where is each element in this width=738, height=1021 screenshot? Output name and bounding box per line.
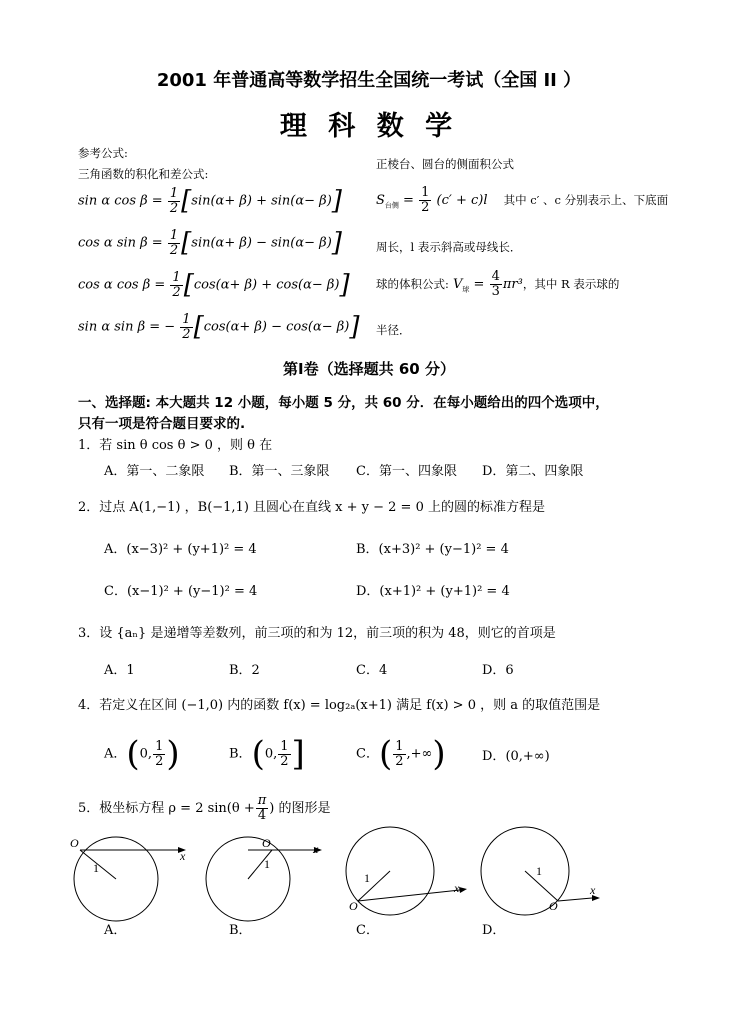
q1-option-a[interactable]: A．第一、二象限 — [104, 464, 205, 479]
formula-3: cos α cos β = $\frac{1}{2}$ [cos(α+ β) + cos(α− β)] — [78, 269, 350, 300]
q2-option-b[interactable]: B．(x+3)² + (y−1)² = 4 — [356, 542, 509, 557]
q4-option-d[interactable]: D．(0,+∞) — [482, 749, 550, 764]
fraction: $\frac{1}{2}$ — [169, 185, 179, 216]
fig-d-label-1: 1 — [536, 864, 542, 878]
frustum-note: 周长，l 表示斜高或母线长． — [376, 240, 522, 254]
fig-c-label-O: O — [349, 899, 358, 913]
q5-figure-a — [70, 836, 186, 921]
instructions-line-2: 只有一项是符合题目要求的. — [78, 416, 246, 432]
formula-2: cos α sin β = $\frac{1}{2}$ [sin(α+ β) − sin(α− β)] — [78, 227, 342, 258]
q4-option-a[interactable]: A．(0, $\frac{1}{2}$ ) — [104, 734, 180, 774]
question-2-stem: 2．过点 A(1,−1) ，B(−1,1) 且圆心在直线 x + y − 2 = 0 上的圆的标准方程是 — [78, 500, 545, 515]
q3-option-b[interactable]: B．2 — [229, 663, 260, 678]
q2-option-a[interactable]: A．(x−3)² + (y+1)² = 4 — [104, 542, 257, 557]
fig-b-label-O: O — [262, 836, 271, 850]
fig-a-label-O: O — [70, 836, 79, 850]
q3-option-d[interactable]: D．6 — [482, 663, 514, 678]
q5-figure-d — [481, 827, 600, 915]
fig-d-label-x: x — [590, 883, 596, 897]
q5-option-b[interactable]: B． — [229, 923, 252, 938]
q5-figure-c — [346, 827, 467, 915]
q2-option-c[interactable]: C．(x−1)² + (y−1)² = 4 — [104, 584, 258, 599]
question-1-stem: 1．若 sin θ cos θ > 0 ，则 θ 在 — [78, 438, 273, 453]
q4-option-c[interactable]: C．( $\frac{1}{2}$ ,+∞) — [356, 734, 446, 774]
q3-option-c[interactable]: C．4 — [356, 663, 388, 678]
exam-subtitle: 理 科 数 学 — [279, 111, 459, 142]
frustum-formula: $S_{台侧}$ = $\frac{1}{2}$ (c′ + c)l 其中 c′ 、c 分别表示上、下底面 — [376, 185, 669, 215]
fig-c-label-x: x — [454, 881, 460, 895]
q5-figure-b — [206, 836, 322, 921]
fig-b-label-1: 1 — [264, 857, 270, 871]
question-4-stem: 4．若定义在区间 (−1,0) 内的函数 f(x) = log₂ₐ(x+1) 满足 f(x) > 0 ，则 a 的取值范围是 — [78, 698, 601, 713]
q5-option-c[interactable]: C． — [356, 923, 379, 938]
fig-a-label-x: x — [180, 849, 186, 863]
question-3-stem: 3．设 {aₙ} 是递增等差数列，前三项的和为 12，前三项的积为 48，则它的首项是 — [78, 626, 556, 641]
fig-a-label-1: 1 — [93, 861, 99, 875]
frustum-label: 正棱台、圆台的侧面积公式 — [376, 157, 514, 171]
ref-formula-label: 参考公式: — [78, 146, 128, 160]
q3-option-a[interactable]: A．1 — [104, 663, 135, 678]
fig-b-label-x: x — [313, 842, 319, 856]
q2-option-d[interactable]: D．(x+1)² + (y+1)² = 4 — [356, 584, 510, 599]
q1-option-c[interactable]: C．第一、四象限 — [356, 464, 457, 479]
question-5-stem: 5．极坐标方程 ρ = 2 sin(θ + $\frac{\pi}{4}$ ) 的图形是 — [78, 793, 331, 823]
fig-d-label-O: O — [549, 899, 558, 913]
sphere-note: 半径． — [376, 323, 411, 337]
q4-option-b[interactable]: B．(0, $\frac{1}{2}$ ] — [229, 734, 305, 774]
exam-title: 2001 年普通高等数学招生全国统一考试（全国 II ） — [156, 70, 582, 91]
fig-c-label-1: 1 — [364, 871, 370, 885]
trig-formula-label: 三角函数的积化和差公式: — [78, 167, 209, 181]
q5-option-d[interactable]: D． — [482, 923, 506, 938]
q5-option-a[interactable]: A． — [104, 923, 127, 938]
section-title: 第Ⅰ卷（选择题共 60 分） — [283, 360, 455, 378]
formula-4: sin α sin β = − $\frac{1}{2}$ [cos(α+ β) − cos(α− β)] — [78, 311, 360, 342]
sphere-formula: 球的体积公式: $V_球$ = $\frac{4}{3}$ πr³，其中 R 表示球的 — [376, 269, 620, 299]
q1-option-d[interactable]: D．第二、四象限 — [482, 464, 584, 479]
instructions-line-1: 一、选择题: 本大题共 12 小题，每小题 5 分，共 60 分．在每小题给出的四个选项中， — [78, 395, 609, 411]
formula-1: sin α cos β = $\frac{1}{2}$ [sin(α+ β) + sin(α− β)] — [78, 185, 342, 216]
q1-option-b[interactable]: B．第一、三象限 — [229, 464, 330, 479]
